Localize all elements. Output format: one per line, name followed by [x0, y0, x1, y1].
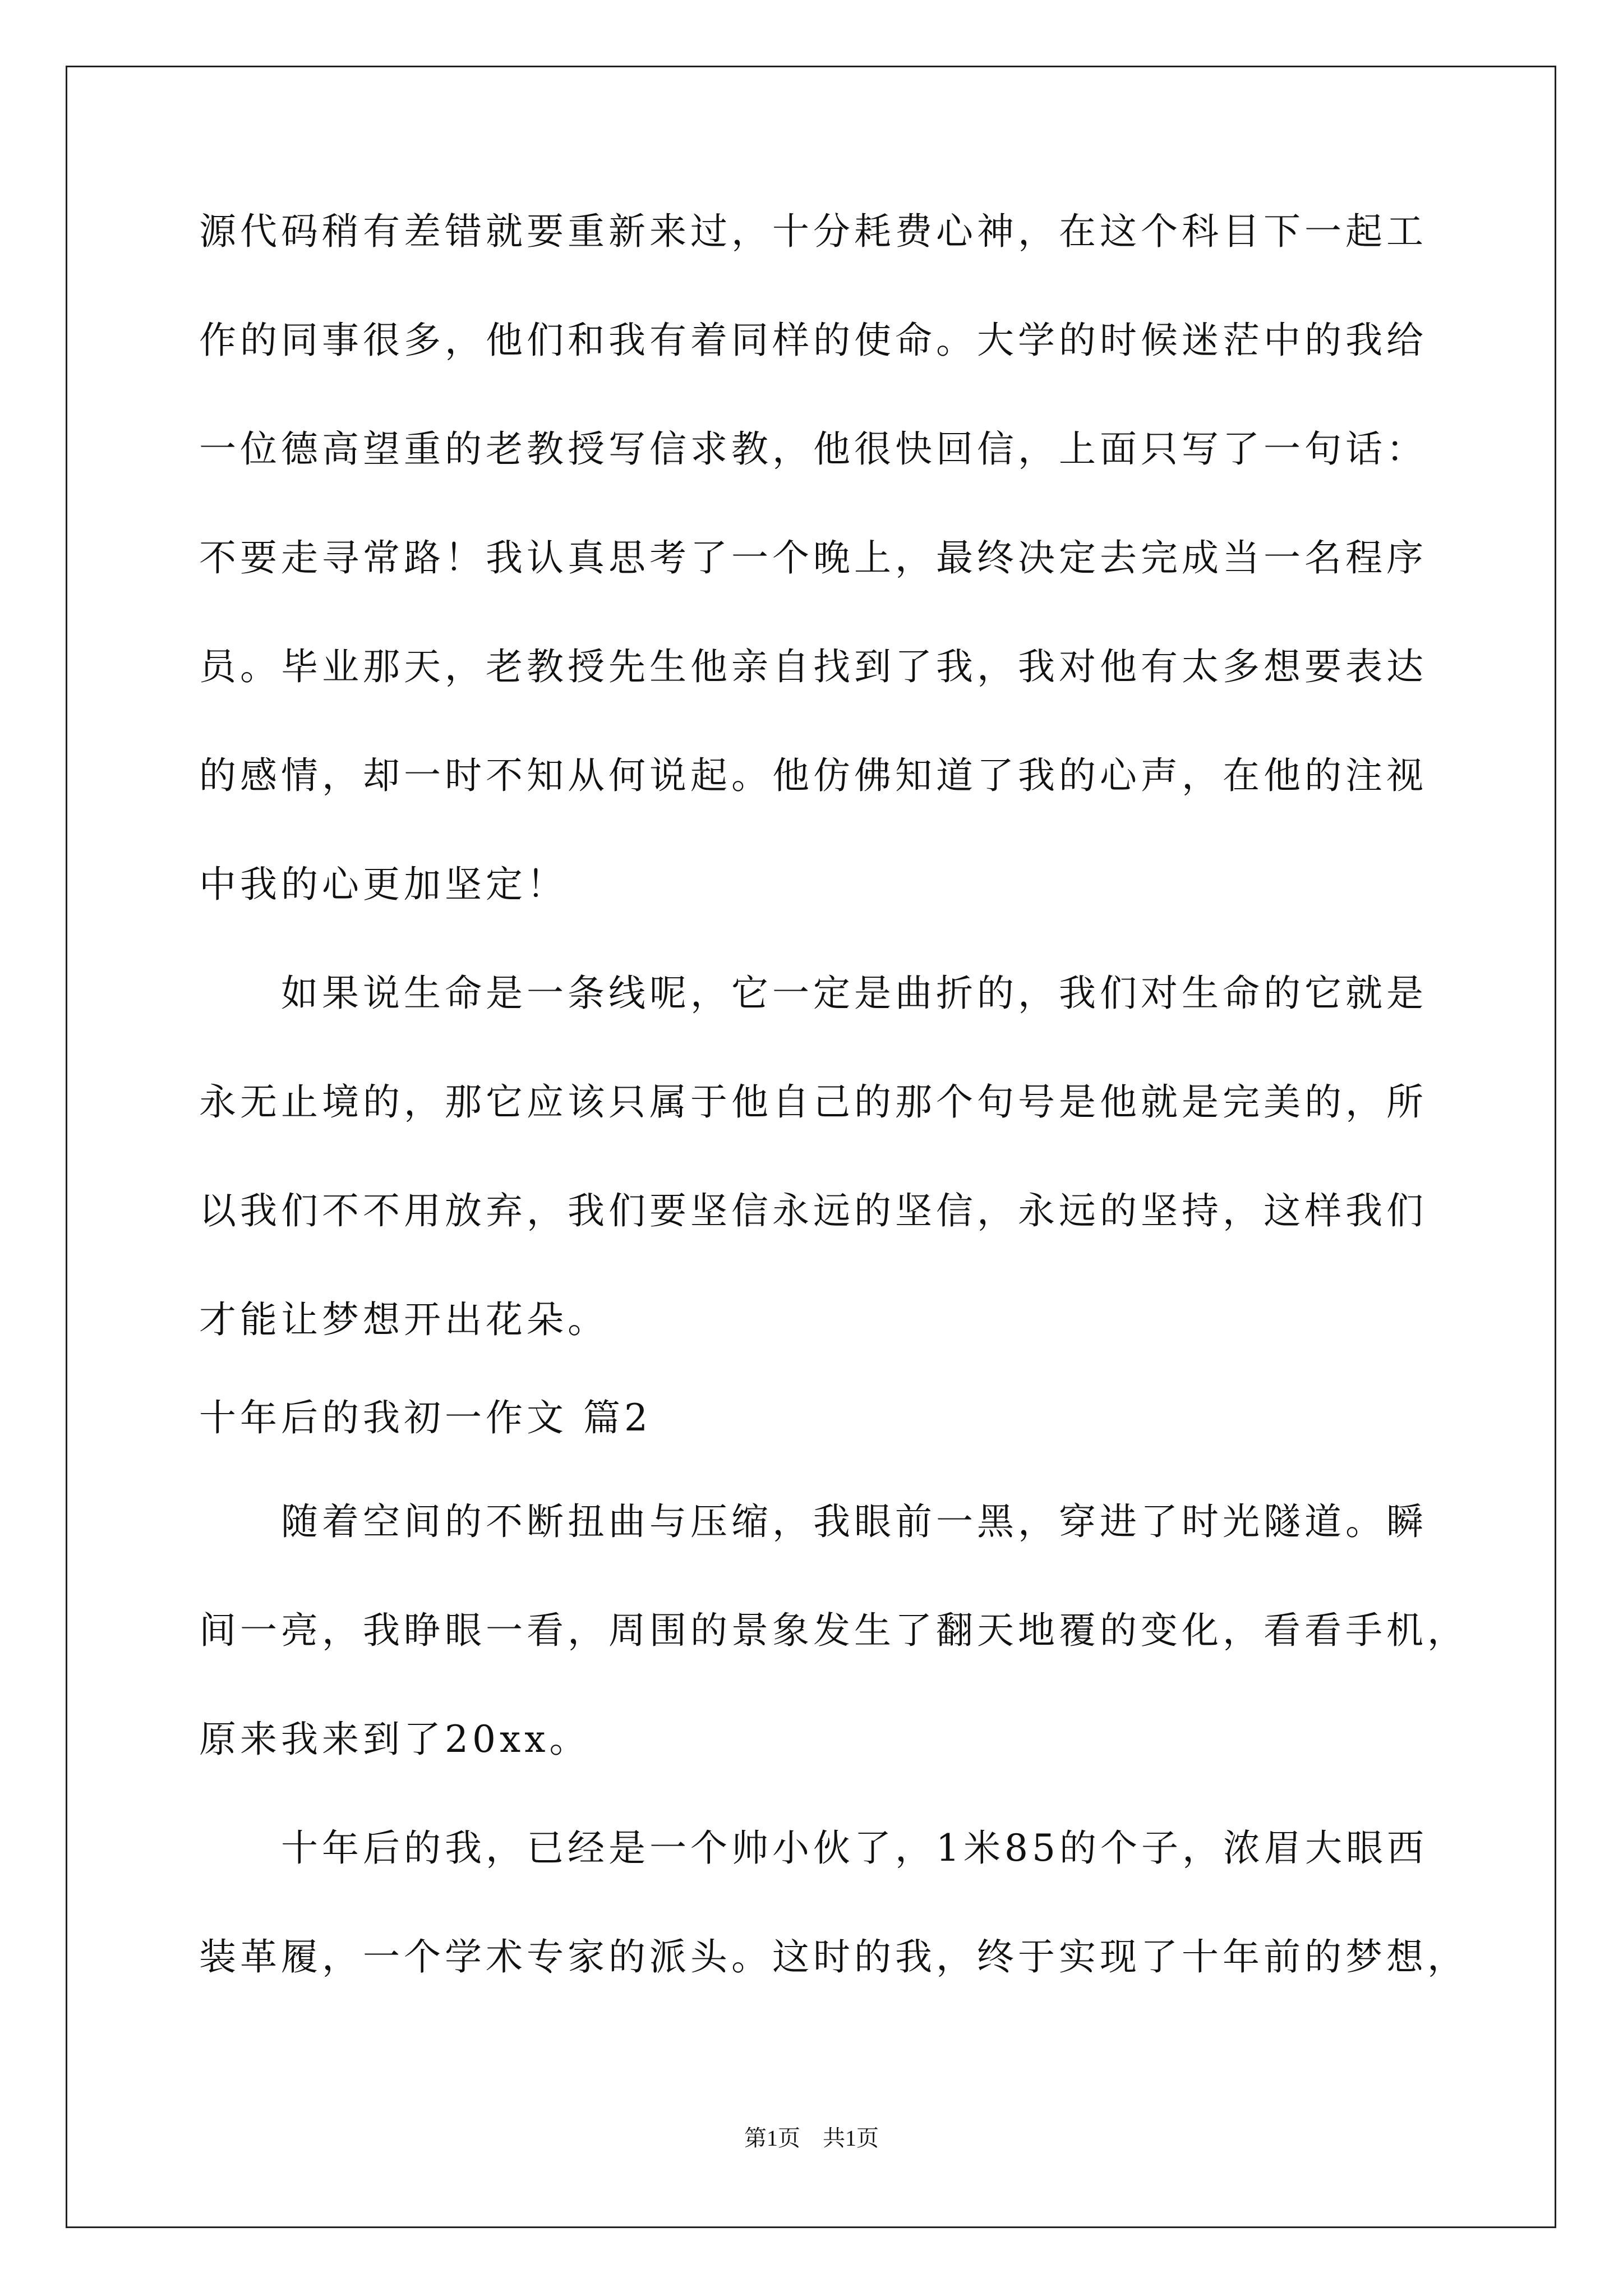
paragraph-1-line-5: 员。毕业那天，老教授先生他亲自找到了我，我对他有太多想要表达 — [199, 645, 1427, 688]
section-heading: 十年后的我初一作文 篇2 — [199, 1396, 652, 1439]
paragraph-1-line-1: 源代码稍有差错就要重新来过，十分耗费心神，在这个科目下一起工 — [199, 210, 1427, 253]
paragraph-4-line-1: 十年后的我，已经是一个帅小伙了，1米85的个子，浓眉大眼西 — [281, 1826, 1428, 1870]
paragraph-1-line-3: 一位德高望重的老教授写信求教，他很快回信，上面只写了一句话： — [199, 427, 1427, 471]
paragraph-3-line-3: 原来我来到了20xx。 — [199, 1718, 591, 1761]
page-number-indicator: 第1页 共1页 — [744, 2125, 879, 2151]
page-footer — [0, 2127, 1623, 2150]
paragraph-1-line-2: 作的同事很多，他们和我有着同样的使命。大学的时候迷茫中的我给 — [199, 319, 1427, 362]
page-border — [66, 66, 1556, 2228]
paragraph-2-line-3: 以我们不不用放弃，我们要坚信永远的坚信，永远的坚持，这样我们 — [199, 1189, 1427, 1232]
paragraph-1-line-7: 中我的心更加坚定！ — [199, 863, 568, 906]
paragraph-1-line-4: 不要走寻常路！我认真思考了一个晚上，最终决定去完成当一名程序 — [199, 536, 1427, 579]
paragraph-1-line-6: 的感情，却一时不知从何说起。他仿佛知道了我的心声，在他的注视 — [199, 754, 1427, 797]
paragraph-2-line-1: 如果说生命是一条线呢，它一定是曲折的，我们对生命的它就是 — [281, 972, 1427, 1015]
paragraph-2-line-4: 才能让梦想开出花朵。 — [199, 1298, 608, 1341]
paragraph-3-line-1: 随着空间的不断扭曲与压缩，我眼前一黑，穿进了时光隧道。瞬 — [281, 1500, 1427, 1543]
paragraph-2-line-2: 永无止境的，那它应该只属于他自己的那个句号是他就是完美的，所 — [199, 1080, 1427, 1124]
paragraph-4-line-2: 装革履，一个学术专家的派头。这时的我，终于实现了十年前的梦想， — [199, 1935, 1468, 1978]
paragraph-3-line-2: 间一亮，我睁眼一看，周围的景象发生了翻天地覆的变化，看看手机， — [199, 1609, 1468, 1652]
